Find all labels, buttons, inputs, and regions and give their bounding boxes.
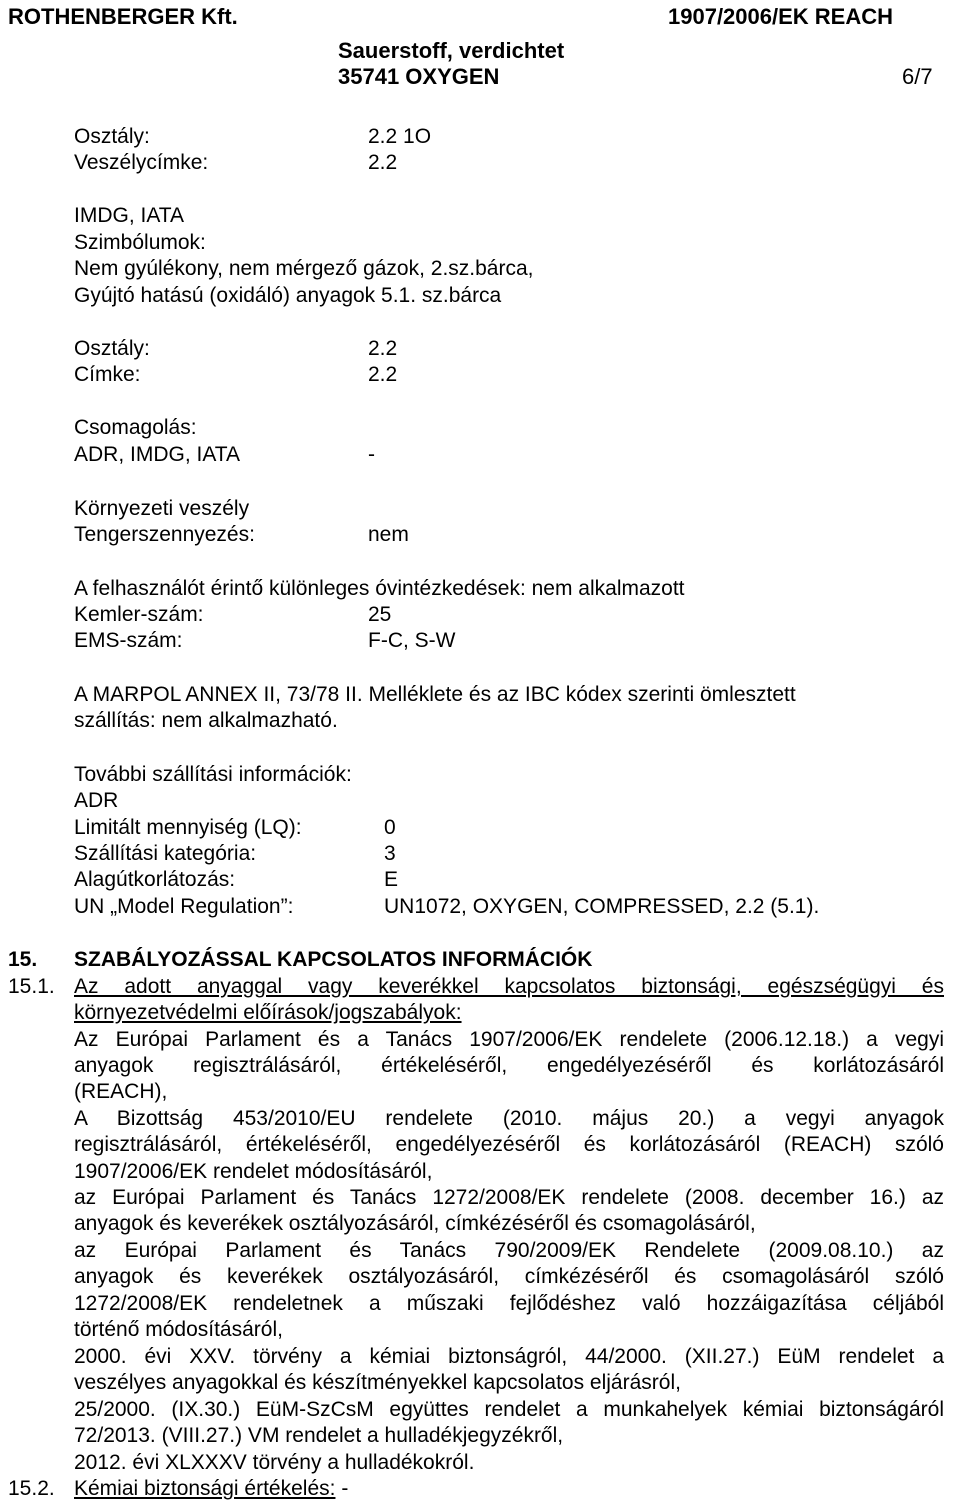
- regulation-line: veszélyes anyagokkal és készítményekkel kapcsolatos eljárásról,: [74, 1371, 681, 1394]
- label-value: 2.2: [368, 363, 398, 386]
- adr-heading: ADR: [74, 789, 119, 812]
- tunnel-value: E: [384, 868, 399, 891]
- regulation-line: történő módosításáról,: [74, 1318, 283, 1341]
- packaging-label: Csomagolás:: [74, 416, 197, 439]
- regulation-line: 25/2000. (IX.30.) EüM-SzCsM együttes rendelet a munkahelyek kémiai biztonságáról: [74, 1398, 944, 1421]
- lq-value: 0: [384, 816, 396, 839]
- class-value: 2.2 1O: [368, 125, 432, 148]
- regulation-line: A Bizottság 453/2010/EU rendelete (2010. május 20.) a vegyi anyagok: [74, 1107, 944, 1130]
- category-label: Szállítási kategória:: [74, 842, 257, 865]
- regulation-line: 2012. évi XLXXXV törvény a hulladékokról.: [74, 1451, 475, 1474]
- regulation-line: az Európai Parlament és Tanács 790/2009/EK Rendelete (2009.08.10.) az: [74, 1239, 944, 1262]
- subsection-2-line: [74, 1476, 348, 1502]
- company-name: ROTHENBERGER Kft.: [8, 4, 238, 29]
- regulation-line: (REACH),: [74, 1080, 168, 1103]
- regulation-line: 2000. évi XXV. törvény a kémiai biztonságról, 44/2000. (XII.27.) EüM rendelet a: [74, 1345, 944, 1368]
- subsection-1-heading-line-1: Az adott anyaggal vagy keverékkel kapcsolatos biztonsági, egészségügyi és: [74, 975, 944, 998]
- further-info-label: További szállítási információk:: [74, 763, 352, 786]
- hazard-label: Veszélycímke:: [74, 151, 209, 174]
- symbols-line-2: Gyújtó hatású (oxidáló) anyagok 5.1. sz.bárca: [74, 284, 502, 307]
- regulation-line: anyagok regisztrálásáról, értékeléséről, engedélyezéséről és korlátozásáról: [74, 1054, 944, 1077]
- regulation-line: 1272/2008/EK rendeletnek a műszaki fejlődéshez való hozzáigazítása céljából: [74, 1292, 944, 1315]
- subsection-2-value: -: [341, 1477, 349, 1500]
- product-code: 35741 OXYGEN: [338, 64, 500, 89]
- section-number: 15.: [8, 948, 38, 971]
- subsection-2-number: 15.2.: [8, 1477, 55, 1500]
- symbols-label: Szimbólumok:: [74, 231, 206, 254]
- hazard-value: 2.2: [368, 151, 398, 174]
- regulation-line: anyagok és keverékek osztályozásáról, címkézéséről és csomagolásáról,: [74, 1212, 756, 1235]
- regulation-ref: 1907/2006/EK REACH: [668, 4, 894, 29]
- marpol-line-1: A MARPOL ANNEX II, 73/78 II. Melléklete és az IBC kódex szerinti ömlesztett: [74, 683, 796, 706]
- label-label: Címke:: [74, 363, 141, 386]
- subsection-1-heading-line-2: környezetvédelmi előírások/jogszabályok:: [74, 1001, 462, 1024]
- packaging-value: -: [368, 443, 375, 466]
- regulation-line: 1907/2006/EK rendelet módosításáról,: [74, 1160, 433, 1183]
- lq-label: Limitált mennyiség (LQ):: [74, 816, 302, 839]
- tunnel-label: Alagútkorlátozás:: [74, 868, 236, 891]
- ems-value: F-C, S-W: [368, 629, 456, 652]
- marine-pollutant-value: nem: [368, 523, 409, 546]
- regulation-line: Az Európai Parlament és a Tanács 1907/2006/EK rendelete (2006.12.18.) a vegyi: [74, 1028, 944, 1051]
- subsection-1-number: 15.1.: [8, 975, 55, 998]
- class2-label: Osztály:: [74, 337, 150, 360]
- kemler-label: Kemler-szám:: [74, 603, 204, 626]
- ems-label: EMS-szám:: [74, 629, 183, 652]
- packaging-modes: ADR, IMDG, IATA: [74, 443, 241, 466]
- product-name: Sauerstoff, verdichtet: [338, 38, 565, 63]
- regulation-line: anyagok és keverékek osztályozásáról, címkézéséről és csomagolásáról szóló: [74, 1265, 944, 1288]
- marine-pollutant-label: Tengerszennyezés:: [74, 523, 255, 546]
- imdg-iata-heading: IMDG, IATA: [74, 204, 185, 227]
- marpol-line-2: szállítás: nem alkalmazható.: [74, 709, 338, 732]
- class-label: Osztály:: [74, 125, 150, 148]
- kemler-value: 25: [368, 603, 392, 626]
- symbols-line-1: Nem gyúlékony, nem mérgező gázok, 2.sz.bárca,: [74, 257, 534, 280]
- section-title: SZABÁLYOZÁSSAL KAPCSOLATOS INFORMÁCIÓK: [74, 948, 593, 971]
- regulation-line: 72/2013. (VIII.27.) VM rendelet a hulladékjegyzékről,: [74, 1424, 564, 1447]
- page-number: 6/7: [902, 64, 933, 89]
- special-precautions: A felhasználót érintő különleges óvintézkedések: nem alkalmazott: [74, 577, 685, 600]
- subsection-2-heading: Kémiai biztonsági értékelés:: [74, 1477, 336, 1500]
- un-regulation-value: UN1072, OXYGEN, COMPRESSED, 2.2 (5.1).: [384, 895, 820, 918]
- regulation-line: az Európai Parlament és Tanács 1272/2008/EK rendelete (2008. december 16.) az: [74, 1186, 944, 1209]
- un-regulation-label: UN „Model Regulation”:: [74, 895, 294, 918]
- regulation-line: regisztrálásáról, értékeléséről, engedélyezéséről és korlátozásáról (REACH) szóló: [74, 1133, 944, 1156]
- env-hazard-label: Környezeti veszély: [74, 497, 250, 520]
- class2-value: 2.2: [368, 337, 398, 360]
- category-value: 3: [384, 842, 396, 865]
